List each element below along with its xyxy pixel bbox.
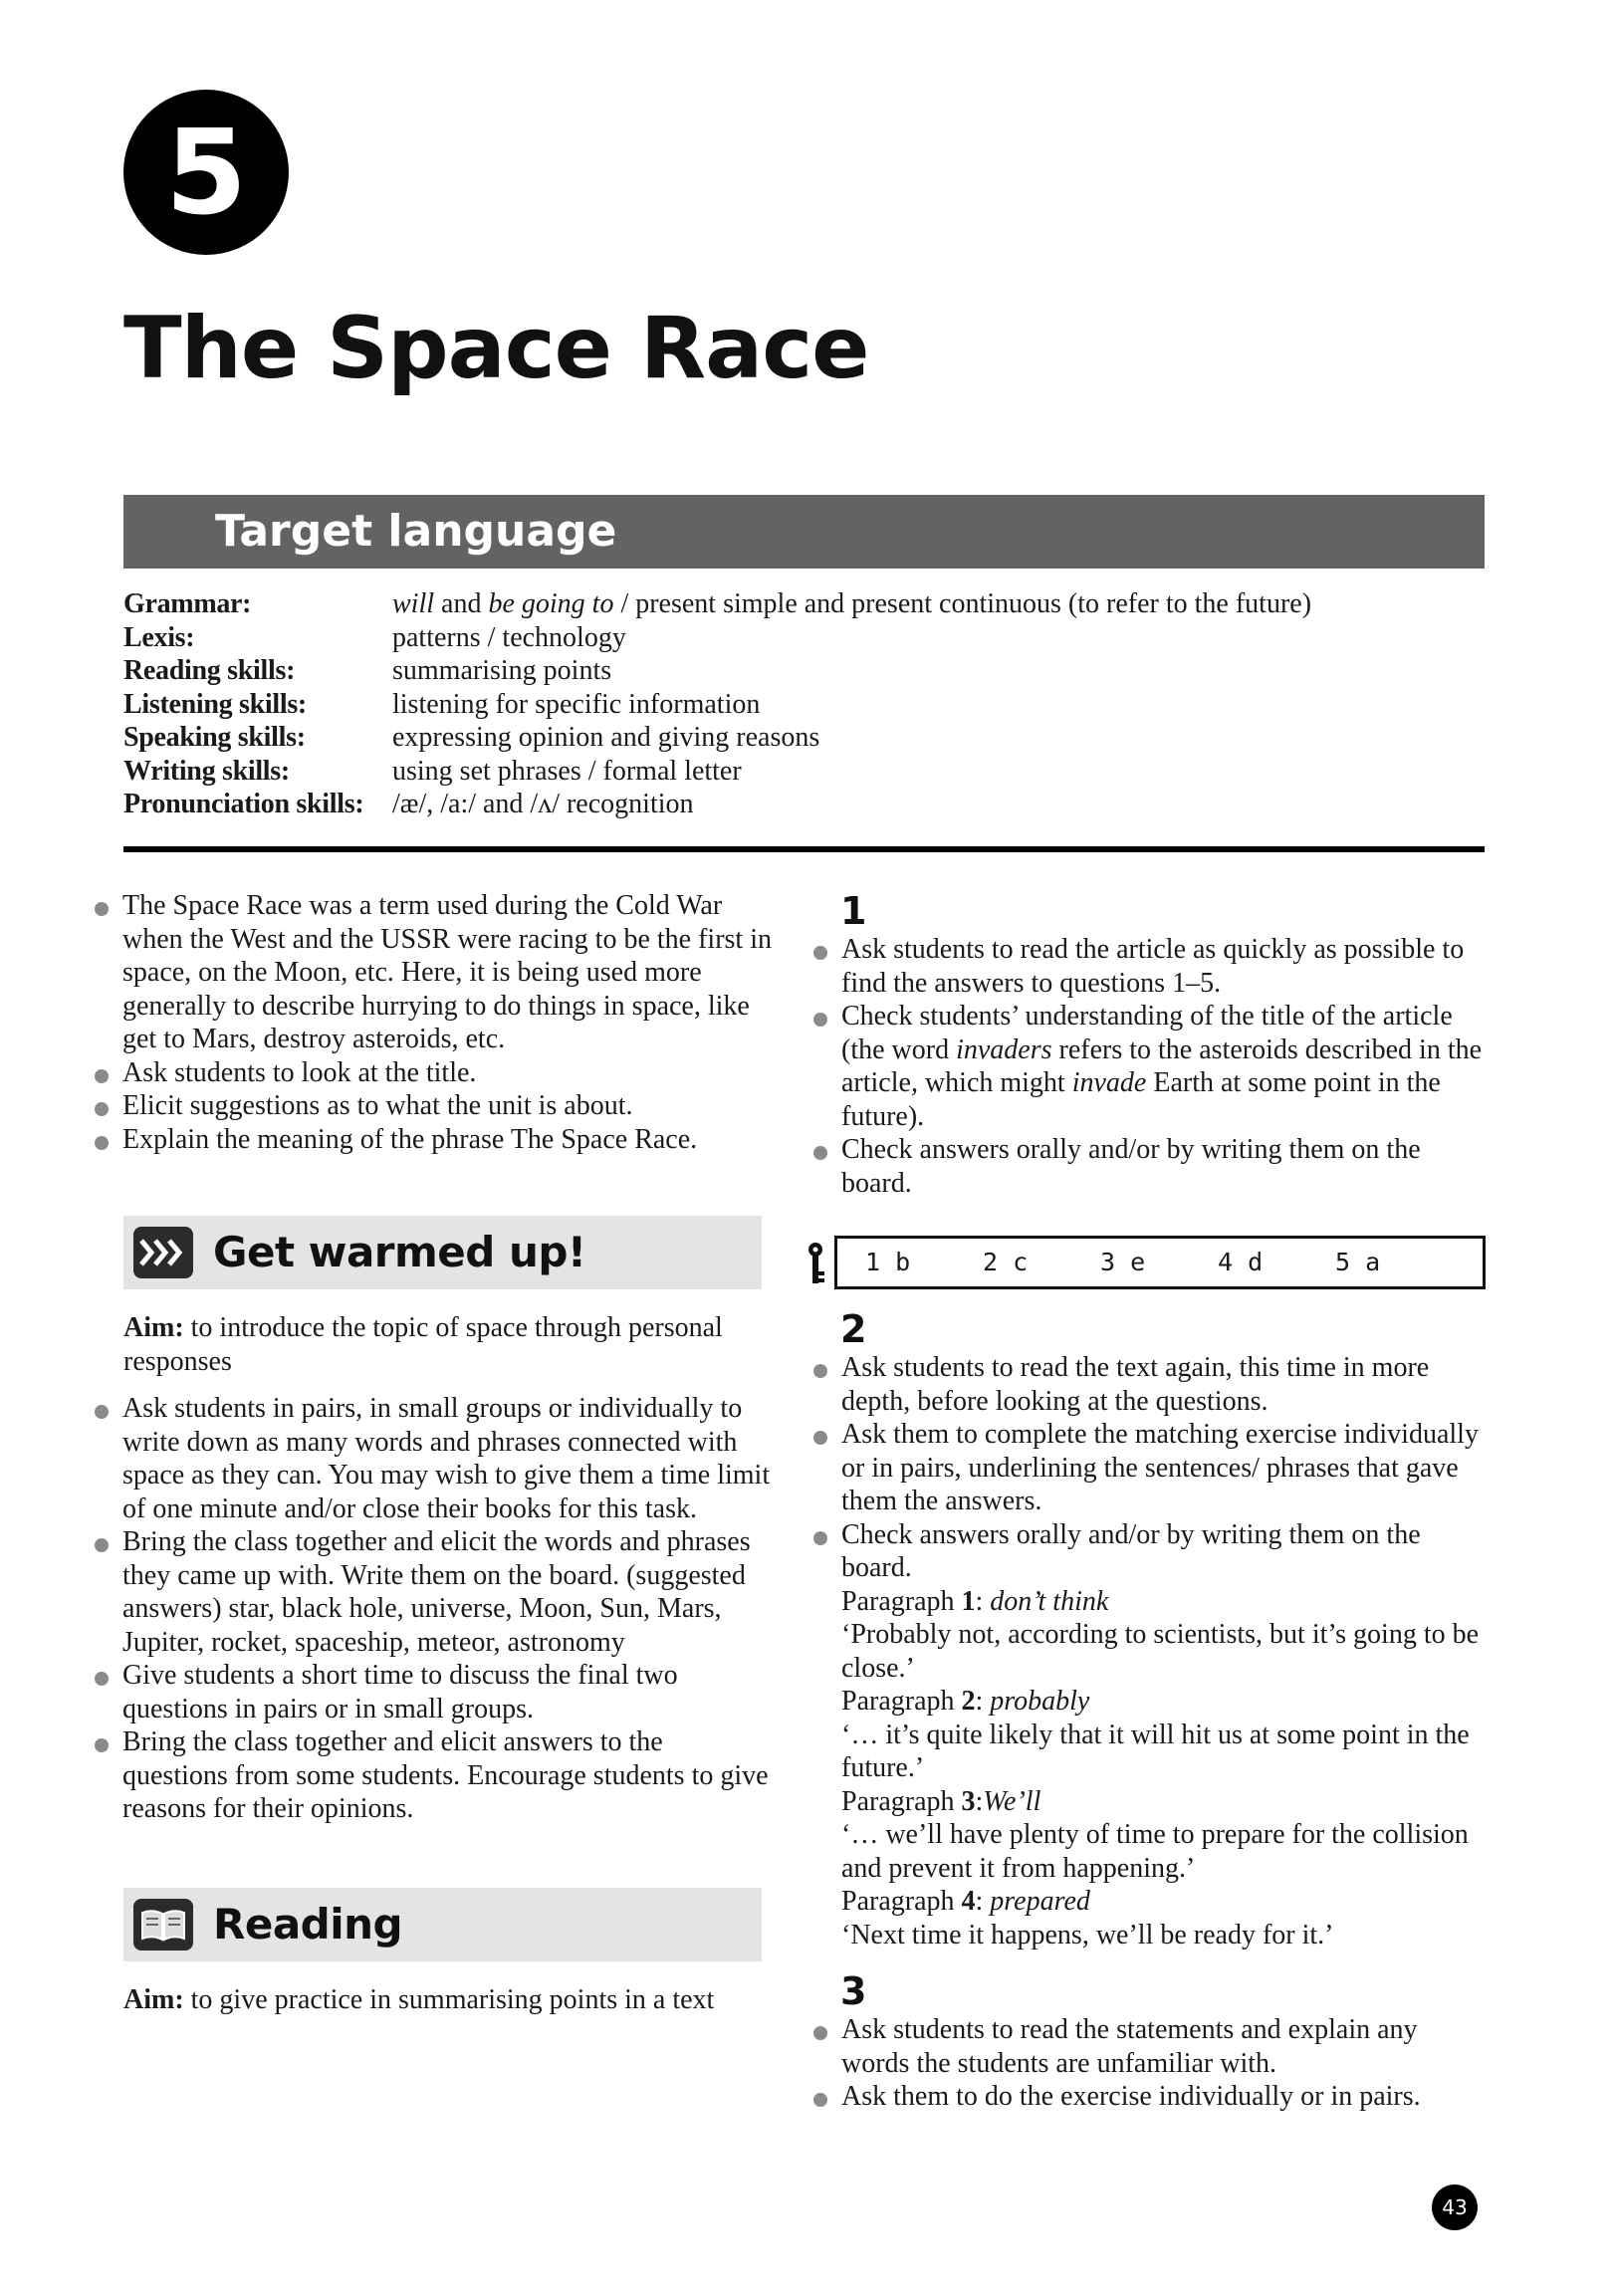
reading-aim: Aim: to give practice in summarising points in a text xyxy=(123,1983,715,2015)
answer-key-item: 5 a xyxy=(1335,1248,1381,1277)
list-item: Ask them to do the exercise individually or in pairs. xyxy=(805,2080,1492,2114)
answer-key xyxy=(805,1236,1492,1293)
tl-row-listening xyxy=(123,688,1311,722)
key-icon xyxy=(805,1242,826,1285)
list-item: Give students a short time to discuss the final two questions in pairs or in small groups. xyxy=(86,1659,773,1725)
page-number: 43 xyxy=(1432,2184,1478,2230)
list-item: Check answers orally and/or by writing them on the board. xyxy=(805,1133,1492,1200)
tl-row-pronunciation xyxy=(123,788,1311,821)
reading-heading: Reading xyxy=(213,1899,403,1949)
exercise-3-bullets xyxy=(805,2013,1492,2114)
list-item: Ask students to read the article as quickly as possible to find the answers to questions 1–5. xyxy=(805,933,1492,1000)
answer-paragraph-1: Paragraph 1: don’t think xyxy=(841,1585,1109,1617)
open-book-icon xyxy=(133,1899,193,1951)
tl-label: Writing skills: xyxy=(123,755,290,787)
right-column xyxy=(805,889,1492,2114)
answer-quote-1: ‘Probably not, according to scientists, but it’s going to be close.’ xyxy=(841,1619,1480,1684)
answer-paragraph-4: Paragraph 4: prepared xyxy=(841,1886,1090,1917)
answer-paragraph-3: Paragraph 3:We’ll xyxy=(841,1785,1041,1817)
exercise-3-number: 3 xyxy=(840,1969,867,2013)
warmup-heading: Get warmed up! xyxy=(213,1228,586,1277)
list-item: Ask students to look at the title. xyxy=(86,1056,773,1090)
tl-value: using set phrases / formal letter xyxy=(392,755,742,787)
answer-key-item: 4 d xyxy=(1218,1248,1264,1277)
answer-key-item: 2 c xyxy=(983,1248,1029,1277)
tl-label: Reading skills: xyxy=(123,655,296,686)
tl-label: Pronunciation skills: xyxy=(123,789,364,819)
left-column xyxy=(86,889,773,2016)
list-item: Ask them to complete the matching exercise individually or in pairs, underlining the sentences/ phrases that gave them the answers. xyxy=(805,1418,1492,1518)
answer-key-box xyxy=(834,1236,1486,1289)
warmup-bullets xyxy=(86,1392,773,1826)
chevrons-icon xyxy=(133,1227,193,1278)
list-item: Check answers orally and/or by writing them on the board. xyxy=(805,1518,1492,1585)
target-language-heading: Target language xyxy=(123,495,1485,569)
answer-key-item: 1 b xyxy=(865,1248,911,1277)
unit-number-badge: 5 xyxy=(123,90,289,255)
tl-value: expressing opinion and giving reasons xyxy=(392,722,820,753)
reading-heading-bar xyxy=(123,1888,762,1961)
intro-bullets xyxy=(86,889,773,1156)
target-language-table xyxy=(123,587,1311,821)
tl-row-reading xyxy=(123,654,1311,688)
answer-quote-2: ‘… it’s quite likely that it will hit us at some point in the future.’ xyxy=(841,1719,1470,1783)
tl-value: /æ/, /a:/ and /ʌ/ recognition xyxy=(392,789,694,819)
answer-paragraph-2: Paragraph 2: probably xyxy=(841,1686,1090,1717)
tl-value: listening for specific information xyxy=(392,688,761,720)
tl-value: patterns / technology xyxy=(392,621,626,653)
tl-row-grammar xyxy=(123,587,1311,621)
warmup-aim: Aim: to introduce the topic of space through personal responses xyxy=(123,1312,723,1377)
exercise-2-bullets xyxy=(805,1351,1492,1585)
exercise-2-answers xyxy=(805,1585,1492,1952)
list-item: Ask students in pairs, in small groups or individually to write down as many words and phrases connected with space as they can. You may wish to give them a time limit of one minute and/or close their books for this task. xyxy=(86,1392,773,1525)
exercise-1-number: 1 xyxy=(840,889,867,933)
tl-row-writing xyxy=(123,755,1311,789)
tl-label: Lexis: xyxy=(123,621,195,653)
tl-label: Listening skills: xyxy=(123,688,307,720)
list-item: Explain the meaning of the phrase The Space Race. xyxy=(86,1123,773,1157)
answer-key-item: 3 e xyxy=(1100,1248,1146,1277)
answer-quote-4: ‘Next time it happens, we’ll be ready for it.’ xyxy=(841,1919,1334,1951)
list-item: Check students’ understanding of the title of the article (the word invaders refers to the asteroids described in the article, which might invade Earth at some point in the future). xyxy=(805,1000,1492,1133)
warmup-heading-bar xyxy=(123,1216,762,1289)
answer-quote-3: ‘… we’ll have plenty of time to prepare for the collision and prevent it from happening.’ xyxy=(841,1819,1469,1884)
exercise-2-number: 2 xyxy=(840,1307,867,1351)
list-item: The Space Race was a term used during the Cold War when the West and the USSR were racing to be the first in space, on the Moon, etc. Here, it is being used more generally to describe hurrying to do things in space, like get to Mars, destroy asteroids, etc. xyxy=(86,889,773,1056)
tl-value: summarising points xyxy=(392,655,612,686)
list-item: Bring the class together and elicit the words and phrases they came up with. Write them on the board. (suggested answers) star, black hole, universe, Moon, Sun, Mars, Jupiter, rocket, spaceship, meteor, astronomy xyxy=(86,1525,773,1659)
list-item: Elicit suggestions as to what the unit is about. xyxy=(86,1089,773,1123)
list-item: Bring the class together and elicit answers to the questions from some students. Encourage students to give reasons for their opinions. xyxy=(86,1725,773,1826)
list-item: Ask students to read the statements and explain any words the students are unfamiliar with. xyxy=(805,2013,1492,2080)
unit-title: The Space Race xyxy=(123,299,869,398)
tl-row-lexis xyxy=(123,621,1311,655)
exercise-1-bullets xyxy=(805,933,1492,1200)
tl-label: Speaking skills: xyxy=(123,722,306,753)
tl-value: will and be going to / present simple and present continuous (to refer to the future) xyxy=(392,588,1312,619)
tl-row-speaking xyxy=(123,721,1311,755)
section-divider xyxy=(123,846,1485,852)
tl-label: Grammar: xyxy=(123,588,252,619)
list-item: Ask students to read the text again, this time in more depth, before looking at the questions. xyxy=(805,1351,1492,1418)
